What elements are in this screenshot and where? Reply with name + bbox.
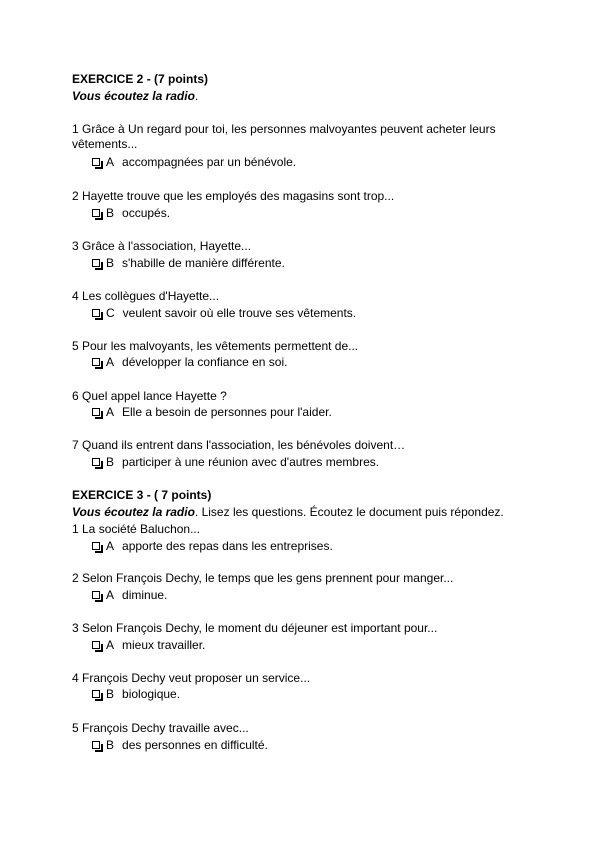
question-text: 2 Hayette trouve que les employés des magasins sont trop... [72,189,395,203]
answer-option [92,687,180,701]
answer-option [92,405,332,419]
question-text: 7 Quand ils entrent dans l'association, les bénévoles doivent… [72,438,406,452]
question-text: 1 Grâce à Un regard pour toi, les personnes malvoyantes peuvent acheter leurs vêtements... [72,122,496,151]
question-text: 6 Quel appel lance Hayette ? [72,389,227,403]
answer-letter: B [106,206,115,220]
exercise-3-instruction-tail: . Lisez les questions. Écoutez le document puis répondez. [194,505,504,519]
checkbox-icon [92,741,100,749]
exercise-2-instruction [72,89,198,103]
answer-text: diminue. [122,588,168,602]
checkbox-icon [92,690,100,698]
answer-option [92,256,285,270]
answer-text: participer à une réunion avec d'autres membres. [122,455,380,469]
question-text: 4 Les collègues d'Hayette... [72,289,220,303]
answer-option [92,738,268,752]
answer-text: biologique. [122,687,181,701]
answer-text: des personnes en difficulté. [122,738,268,752]
answer-letter: A [106,155,115,169]
answer-letter: C [106,306,115,320]
exercise-2-instruction-emphasis: Vous écoutez la radio [72,89,195,103]
checkbox-icon [92,309,100,317]
checkbox-icon [92,591,100,599]
checkbox-icon [92,641,100,649]
question-text: 5 François Dechy travaille avec... [72,721,249,735]
answer-letter: B [106,738,115,752]
answer-text: mieux travailler. [122,638,206,652]
answer-option [92,455,379,469]
answer-text: accompagnées par un bénévole. [122,155,297,169]
checkbox-icon [92,158,100,166]
answer-letter: A [106,588,115,602]
answer-letter: B [106,256,115,270]
answer-option [92,206,170,220]
answer-option [92,539,333,553]
answer-option [92,155,296,169]
answer-letter: A [106,405,115,419]
answer-option [92,355,287,369]
exercise-3-instruction-emphasis: Vous écoutez la radio [72,505,195,519]
answer-text: veulent savoir où elle trouve ses vêtements. [122,306,357,320]
answer-option [92,306,356,320]
checkbox-icon [92,408,100,416]
answer-letter: A [106,638,115,652]
question-text: 3 Selon François Dechy, le moment du déjeuner est important pour... [72,621,438,635]
answer-option [92,638,205,652]
answer-text: s'habille de manière différente. [122,256,285,270]
exercise-2-title: EXERCICE 2 - (7 points) [72,72,209,86]
checkbox-icon [92,458,100,466]
exercise-3-instruction [72,505,504,519]
answer-option [92,588,167,602]
checkbox-icon [92,542,100,550]
answer-letter: A [106,355,115,369]
answer-text: apporte des repas dans les entreprises. [122,539,333,553]
answer-letter: B [106,687,115,701]
exercise-2-instruction-tail: . [194,89,199,103]
checkbox-icon [92,209,100,217]
checkbox-icon [92,358,100,366]
question-text: 3 Grâce à l'association, Hayette... [72,239,252,253]
question-text: 4 François Dechy veut proposer un service... [72,671,311,685]
question-text: 2 Selon François Dechy, le temps que les gens prennent pour manger... [72,571,454,585]
answer-letter: A [106,539,115,553]
checkbox-icon [92,259,100,267]
answer-text: développer la confiance en soi. [122,355,288,369]
exercise-3-title: EXERCICE 3 - ( 7 points) [72,488,212,502]
question-text: 5 Pour les malvoyants, les vêtements permettent de... [72,339,359,353]
answer-letter: B [106,455,115,469]
answer-text: occupés. [122,206,171,220]
question-text: 1 La société Baluchon... [72,522,201,536]
answer-text: Elle a besoin de personnes pour l'aider. [122,405,332,419]
